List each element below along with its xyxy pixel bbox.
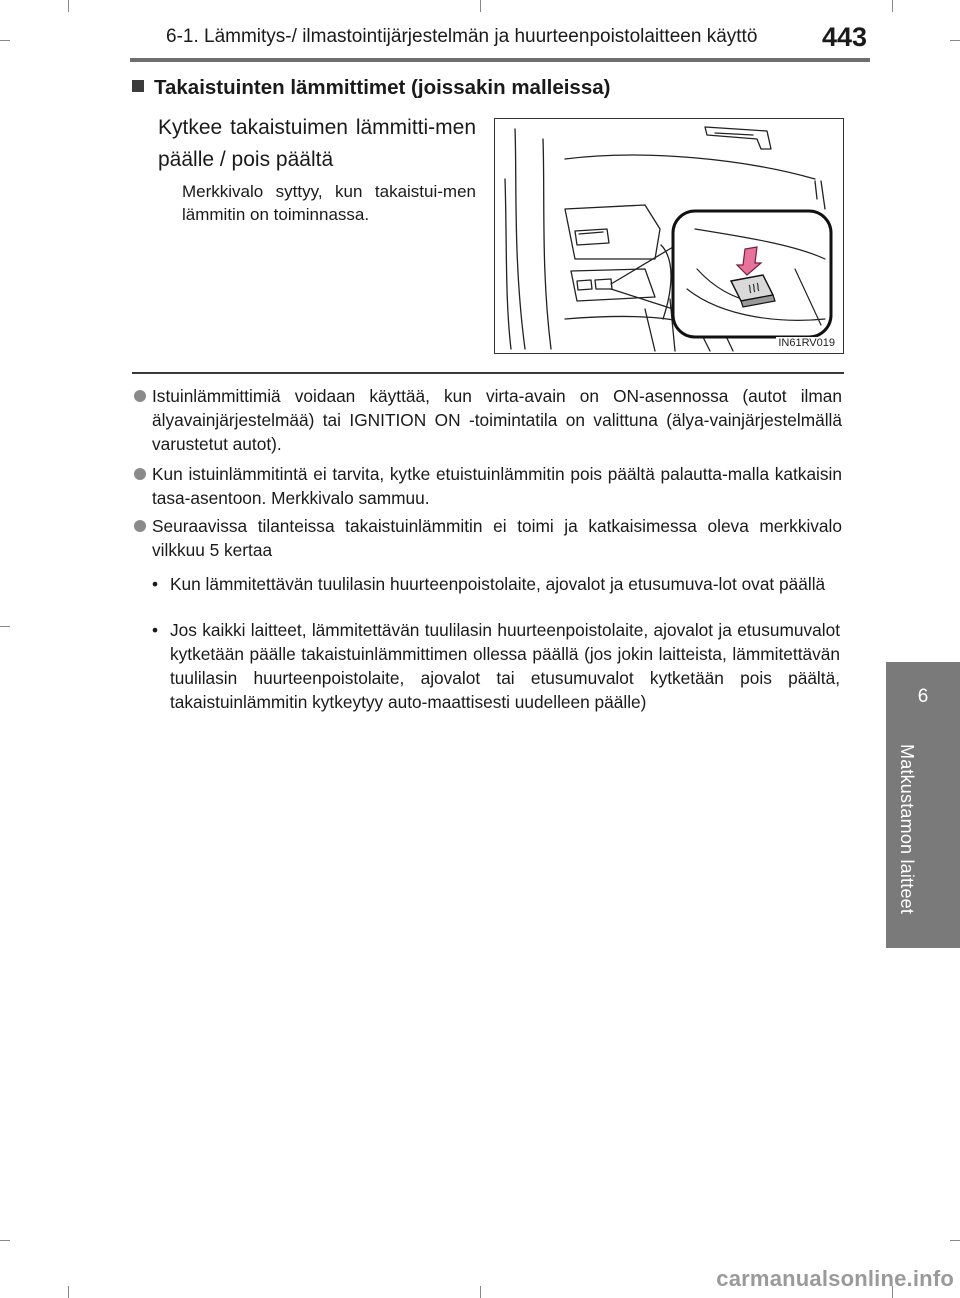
crop-mark xyxy=(480,0,481,12)
function-description: Merkkivalo syttyy, kun takaistui-men lämmitin on toiminnassa. xyxy=(182,182,476,224)
running-header: 6-1. Lämmitys-/ ilmastointijärjestelmän ja huurteenpoistolaitteen käyttö xyxy=(166,26,758,47)
chapter-number: 6 xyxy=(917,686,929,707)
page-number: 443 xyxy=(822,22,868,52)
crop-mark xyxy=(0,40,10,41)
note-text: Istuinlämmittimiä voidaan käyttää, kun virta-avain on ON-asennossa (autot ilman älyavainjärjestelmää) tai IGNITION ON -toimintatila on valittuna (älya-vainjärjestelmällä varustetut autot). xyxy=(152,386,842,454)
crop-mark xyxy=(480,1286,481,1298)
section-heading-text: Takaistuinten lämmittimet (joissakin malleissa) xyxy=(154,76,611,99)
sub-item xyxy=(152,618,840,714)
illustration-code: IN61RV019 xyxy=(778,337,835,349)
chapter-tab xyxy=(886,662,960,948)
sub-item-text: Kun lämmitettävän tuulilasin huurteenpoistolaite, ajovalot ja etusumuva-lot ovat päällä xyxy=(170,574,826,594)
crop-mark xyxy=(950,1240,960,1241)
sub-item-marker: • xyxy=(152,620,159,640)
bullet-dot-icon xyxy=(134,468,146,480)
bullet-dot-icon xyxy=(134,390,146,402)
chapter-label: Matkustamon laitteet xyxy=(897,744,917,915)
note-text: Seuraavissa tilanteissa takaistuinlämmitin ei toimi ja katkaisimessa oleva merkkivalo vilkkuu 5 kertaa xyxy=(152,516,842,560)
seat-heater-switch-drawing xyxy=(495,119,842,352)
function-title: Kytkee takaistuimen lämmitti-men päälle / pois päältä xyxy=(158,116,476,171)
square-bullet-icon xyxy=(132,80,144,92)
note-item xyxy=(134,514,842,562)
note-text: Kun istuinlämmitintä ei tarvita, kytke etuistuinlämmitin pois päältä palautta-malla katkaisin tasa-asentoon. Merkkivalo sammuu. xyxy=(152,464,842,508)
sub-item-text: Jos kaikki laitteet, lämmitettävän tuulilasin huurteenpoistolaite, ajovalot ja etusumuvalot kytketään päälle takaistuinlämmittimen ollessa päällä (jos jokin laitteista, lämmitettävän tuulilasin huurteenpoistolaite, ajovalot tai etusumuvalot kytketään pois päältä, takaistuinlämmitin kytkeytyy auto-maattisesti uudelleen päälle) xyxy=(170,620,840,712)
sub-item xyxy=(152,572,840,596)
section-heading xyxy=(132,76,610,100)
crop-mark xyxy=(950,40,960,41)
note-item xyxy=(134,462,842,510)
bullet-dot-icon xyxy=(134,520,146,532)
crop-mark xyxy=(68,0,69,12)
header-rule xyxy=(130,58,870,62)
sub-item-marker: • xyxy=(152,574,159,594)
crop-mark xyxy=(0,626,10,627)
seat-heater-illustration xyxy=(494,118,844,354)
section-divider xyxy=(132,372,844,374)
note-item xyxy=(134,384,842,456)
watermark: carmanualsonline.info xyxy=(716,1266,954,1291)
crop-mark xyxy=(892,0,893,12)
crop-mark xyxy=(0,1240,10,1241)
crop-mark xyxy=(68,1286,69,1298)
